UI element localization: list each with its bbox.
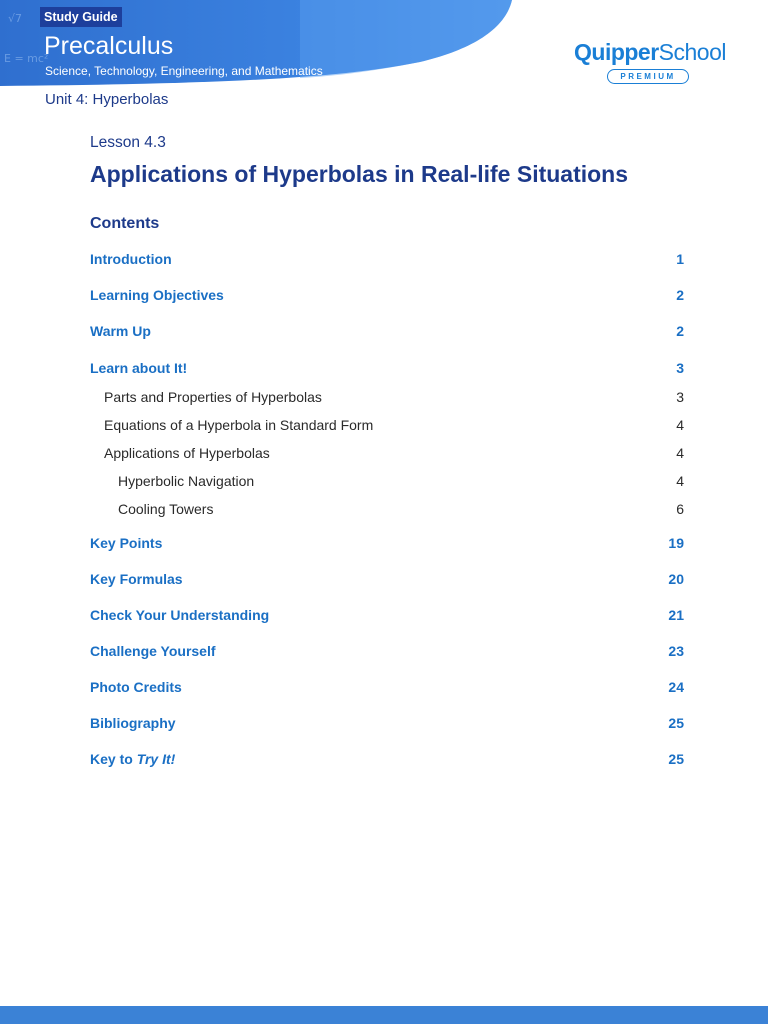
logo-premium-badge: PREMIUM bbox=[607, 69, 689, 84]
header-banner bbox=[0, 0, 520, 86]
toc-entry-key-formulas[interactable]: Key Formulas 20 bbox=[90, 568, 684, 590]
toc-page: 2 bbox=[676, 323, 684, 339]
toc-entry-parts-properties[interactable]: Parts and Properties of Hyperbolas 3 bbox=[90, 386, 684, 408]
toc-entry-challenge-yourself[interactable]: Challenge Yourself 23 bbox=[90, 640, 684, 662]
toc-page: 6 bbox=[676, 501, 684, 517]
toc-page: 25 bbox=[668, 715, 684, 731]
toc-entry-photo-credits[interactable]: Photo Credits 24 bbox=[90, 676, 684, 698]
toc-page: 3 bbox=[676, 389, 684, 405]
toc-entry-key-points[interactable]: Key Points 19 bbox=[90, 532, 684, 554]
toc-entry-warm-up[interactable]: Warm Up 2 bbox=[90, 320, 684, 342]
toc-page: 25 bbox=[668, 751, 684, 767]
toc-entry-check-understanding[interactable]: Check Your Understanding 21 bbox=[90, 604, 684, 626]
toc-page: 20 bbox=[668, 571, 684, 587]
unit-label: Unit 4: Hyperbolas bbox=[45, 91, 169, 108]
toc-entry-applications[interactable]: Applications of Hyperbolas 4 bbox=[90, 442, 684, 464]
toc-page: 19 bbox=[668, 535, 684, 551]
toc-page: 4 bbox=[676, 473, 684, 489]
toc-page: 2 bbox=[676, 287, 684, 303]
lesson-title: Applications of Hyperbolas in Real-life Situations bbox=[90, 161, 629, 187]
contents-heading: Contents bbox=[90, 215, 160, 232]
study-guide-tag: Study Guide bbox=[40, 7, 122, 27]
toc-page: 3 bbox=[676, 360, 684, 376]
quipper-school-logo bbox=[574, 38, 726, 86]
svg-text:√7: √7 bbox=[8, 12, 23, 25]
svg-text:E = mc²: E = mc² bbox=[4, 52, 49, 65]
toc-entry-bibliography[interactable]: Bibliography 25 bbox=[90, 712, 684, 734]
lesson-number: Lesson 4.3 bbox=[90, 134, 166, 151]
toc-entry-standard-form[interactable]: Equations of a Hyperbola in Standard Form 4 bbox=[90, 414, 684, 436]
toc-entry-learning-objectives[interactable]: Learning Objectives 2 bbox=[90, 284, 684, 306]
footer-bar bbox=[0, 1006, 768, 1024]
toc-page: 4 bbox=[676, 445, 684, 461]
toc-page: 4 bbox=[676, 417, 684, 433]
toc-page: 1 bbox=[676, 251, 684, 267]
toc-entry-introduction[interactable]: Introduction 1 bbox=[90, 248, 684, 270]
toc-page: 21 bbox=[668, 607, 684, 623]
toc-page: 23 bbox=[668, 643, 684, 659]
toc-entry-cooling-towers[interactable]: Cooling Towers 6 bbox=[90, 498, 684, 520]
toc-entry-learn-about-it[interactable]: Learn about It! 3 bbox=[90, 357, 684, 379]
subject-title: Precalculus bbox=[44, 32, 174, 60]
toc-page: 24 bbox=[668, 679, 684, 695]
logo-wordmark: QuipperSchool bbox=[574, 39, 726, 65]
subject-field: Science, Technology, Engineering, and Mathematics bbox=[45, 64, 323, 78]
toc-entry-key-to-try-it[interactable]: Key to Try It! 25 bbox=[90, 748, 684, 770]
toc-entry-hyperbolic-navigation[interactable]: Hyperbolic Navigation 4 bbox=[90, 470, 684, 492]
